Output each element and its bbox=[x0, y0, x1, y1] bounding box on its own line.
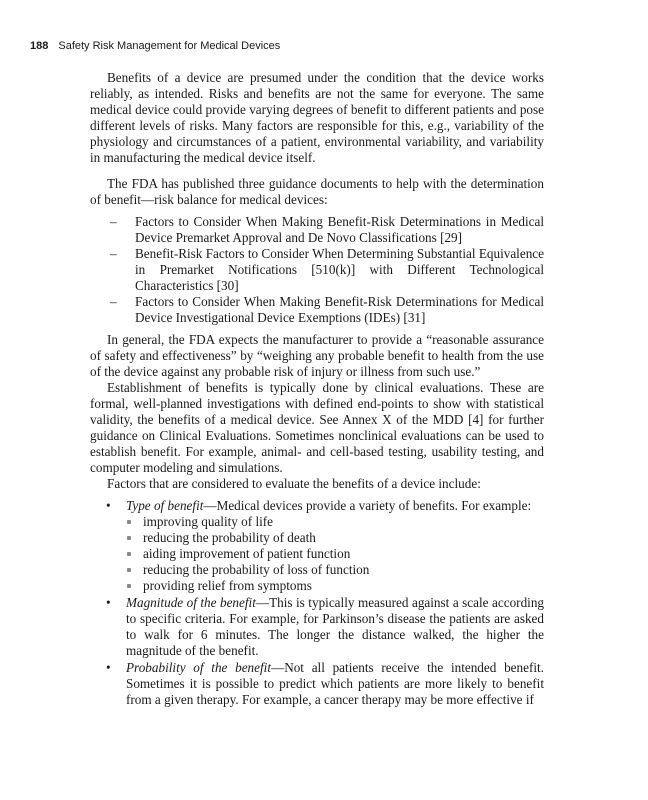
square-bullet-icon bbox=[127, 536, 131, 540]
body-text bbox=[90, 70, 544, 709]
factor-term: Probability of the benefit bbox=[126, 660, 271, 675]
page-number: 188 bbox=[30, 40, 49, 52]
factor-term: Type of benefit bbox=[126, 498, 204, 513]
square-bullet-icon bbox=[127, 568, 131, 572]
benefit-example bbox=[126, 578, 544, 594]
factor-description: —Medical devices provide a variety of benefits. For example: bbox=[203, 498, 532, 513]
guidance-item bbox=[90, 214, 544, 246]
guidance-item bbox=[90, 246, 544, 294]
benefit-example bbox=[126, 562, 544, 578]
paragraph-factors-intro: Factors that are considered to evaluate the benefits of a device include: bbox=[107, 476, 481, 491]
benefit-example bbox=[126, 530, 544, 546]
running-header bbox=[30, 38, 590, 54]
factor-description: —Not all patients receive the intended benefit. Sometimes it is possible to predict which patients are more likely to benefit from a given therapy. For example, a cancer therapy may be more effective if bbox=[126, 660, 544, 707]
square-bullet-icon bbox=[127, 584, 131, 588]
benefit-example-text: aiding improvement of patient function bbox=[143, 546, 351, 561]
benefit-factors-list bbox=[90, 498, 544, 708]
bullet-marker: • bbox=[106, 595, 111, 610]
factor-description: —This is typically measured against a scale according to specific criteria. For example, for Parkinson’s disease the patients are asked to walk for 6 minutes. The longer the distance walked, the higher the magnitude of the benefit. bbox=[126, 595, 545, 658]
guidance-document-list bbox=[90, 214, 544, 326]
factor-probability-of-benefit bbox=[90, 660, 544, 708]
paragraph-benefits-presumed: Benefits of a device are presumed under the condition that the device works reliably, as intended. Risks and benefits are not the same for everyone. The same medical device could provide varying degrees of benefit to different patients and pose different levels of risks. Many factors are responsible for this, e.g., variability of the physiology and circumstances of a patient, environmental variability, and variability in manufacturing the medical device itself. bbox=[90, 70, 544, 165]
guidance-item-text: Factors to Consider When Making Benefit-Risk Determinations in Medical Device Premarket Approval and De Novo Classifications [29] bbox=[135, 214, 544, 245]
book-title: Safety Risk Management for Medical Devices bbox=[58, 40, 281, 52]
benefit-examples-list bbox=[126, 514, 544, 594]
benefit-example-text: reducing the probability of loss of function bbox=[143, 562, 370, 577]
square-bullet-icon bbox=[127, 520, 131, 524]
paragraph-fda-guidance-intro: The FDA has published three guidance documents to help with the determination of benefit—risk balance for medical devices: bbox=[90, 176, 544, 207]
guidance-item bbox=[90, 294, 544, 326]
dash-marker: – bbox=[110, 214, 117, 229]
benefit-example-text: providing relief from symptoms bbox=[143, 578, 312, 593]
bullet-marker: • bbox=[106, 660, 111, 675]
factor-term: Magnitude of the benefit bbox=[126, 595, 256, 610]
guidance-item-text: Benefit-Risk Factors to Consider When Determining Substantial Equivalence in Premarket Notifications [510(k)] with Different Technological Characteristics [30] bbox=[135, 246, 544, 293]
paragraph-reasonable-assurance: In general, the FDA expects the manufacturer to provide a “reasonable assurance of safety and effectiveness” by “weighing any probable benefit to health from the use of the device against any probable risk of injury or illness from such use.” bbox=[90, 332, 544, 379]
benefit-example bbox=[126, 514, 544, 530]
dash-marker: – bbox=[110, 294, 117, 309]
benefit-example-text: improving quality of life bbox=[143, 514, 274, 529]
dash-marker: – bbox=[110, 246, 117, 261]
guidance-item-text: Factors to Consider When Making Benefit-Risk Determinations for Medical Device Investigational Device Exemptions (IDEs) [31] bbox=[135, 294, 544, 325]
factor-type-of-benefit bbox=[90, 498, 544, 594]
paragraph-clinical-evaluations: Establishment of benefits is typically done by clinical evaluations. These are formal, well-planned investigations with defined end-points to show with statistical validity, the benefits of a medical device. See Annex X of the MDD [4] for further guidance on Clinical Evaluations. Sometimes nonclinical evaluations can be used to establish benefit. For example, animal- and cell-based testing, usability testing, and computer modeling and simulations. bbox=[90, 380, 544, 475]
factor-magnitude-of-benefit bbox=[90, 595, 544, 659]
bullet-marker: • bbox=[106, 498, 111, 513]
square-bullet-icon bbox=[127, 552, 131, 556]
benefit-example bbox=[126, 546, 544, 562]
benefit-example-text: reducing the probability of death bbox=[143, 530, 316, 545]
